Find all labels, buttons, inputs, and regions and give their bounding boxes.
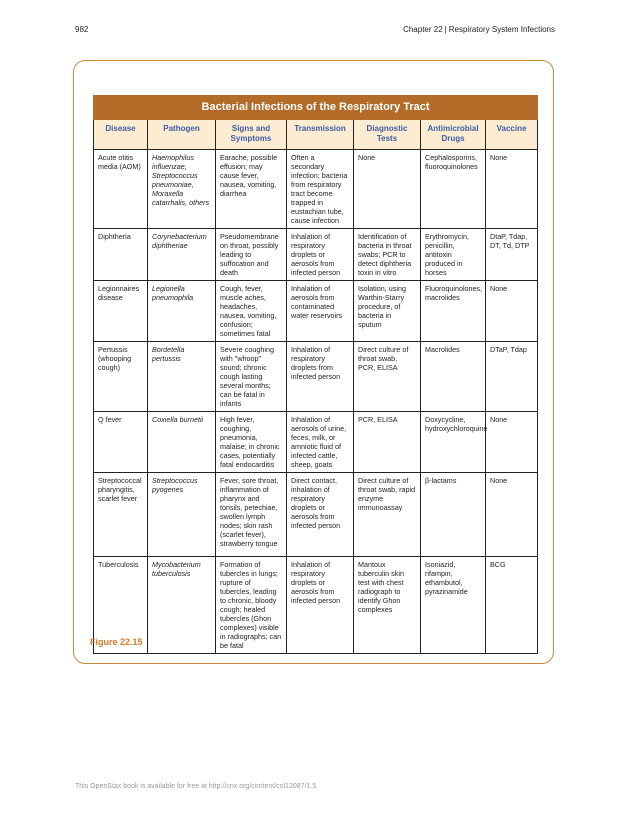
cell-tests: PCR, ELISA: [354, 412, 421, 473]
cell-pathogen: Mycobacterium tuberculosis: [148, 557, 216, 654]
cell-disease: Streptococcal pharyngitis, scarlet fever: [94, 473, 148, 557]
table-row: [94, 229, 538, 281]
cell-pathogen: Bordetella pertussis: [148, 342, 216, 412]
cell-transmission: Inhalation of respiratory droplets from infected person: [287, 342, 354, 412]
col-header-transmission: Transmission: [287, 120, 354, 150]
table-row: [94, 281, 538, 342]
col-header-vaccine: Vaccine: [486, 120, 538, 150]
cell-signs: Severe coughing with "whoop" sound; chronic cough lasting several months; can be fatal in infants: [216, 342, 287, 412]
cell-vaccine: None: [486, 473, 538, 557]
cell-tests: Identification of bacteria in throat swabs; PCR to detect diphtheria toxin in vitro: [354, 229, 421, 281]
figure-label: Figure 22.15: [90, 637, 143, 647]
table-row: [94, 150, 538, 229]
chapter-title: Respiratory System Infections: [448, 25, 555, 34]
cell-signs: Earache, possible effusion; may cause fever, nausea, vomiting, diarrhea: [216, 150, 287, 229]
cell-drugs: β-lactams: [421, 473, 486, 557]
cell-signs: Fever, sore throat, inflammation of pharynx and tonsils, petechiae, swollen lymph nodes; skin rash (scarlet fever), strawberry tongue: [216, 473, 287, 557]
cell-vaccine: DTaP, Tdap: [486, 342, 538, 412]
footer-note: This OpenStax book is available for free at http://cnx.org/content/col12087/1.5: [75, 783, 317, 790]
cell-transmission: Direct contact, inhalation of respiratory droplets or aerosols from infected person: [287, 473, 354, 557]
cell-tests: Direct culture of throat swab, rapid enzyme immunoassay: [354, 473, 421, 557]
cell-transmission: Inhalation of respiratory droplets or aerosols from infected person: [287, 557, 354, 654]
cell-tests: Isolation, using Warthin-Starry procedure, of bacteria in sputum: [354, 281, 421, 342]
cell-pathogen: Legionella pneumophila: [148, 281, 216, 342]
cell-pathogen: Haemophilus influenzae, Streptococcus pneumoniae, Moraxella catarrhalis, others: [148, 150, 216, 229]
cell-vaccine: DtaP, Tdap, DT, Td, DTP: [486, 229, 538, 281]
cell-disease: Tuberculosis: [94, 557, 148, 654]
cell-vaccine: None: [486, 281, 538, 342]
cell-tests: None: [354, 150, 421, 229]
cell-disease: Q fever: [94, 412, 148, 473]
col-header-tests: Diagnostic Tests: [354, 120, 421, 150]
cell-transmission: Often a secondary infection; bacteria from respiratory tract become trapped in eustachian tube, cause infection: [287, 150, 354, 229]
cell-signs: Formation of tubercles in lungs; rupture of tubercles, leading to chronic, bloody cough; healed tubercles (Ghon complexes) visible in radiographs; can be fatal: [216, 557, 287, 654]
col-header-signs: Signs and Symptoms: [216, 120, 287, 150]
cell-transmission: Inhalation of aerosols from contaminated water reservoirs: [287, 281, 354, 342]
table-row: [94, 342, 538, 412]
cell-pathogen: Streptococcus pyogenes: [148, 473, 216, 557]
chapter-separator: |: [444, 25, 447, 34]
cell-drugs: Macrolides: [421, 342, 486, 412]
cell-drugs: Erythromycin, penicillin, antitoxin produced in horses: [421, 229, 486, 281]
cell-vaccine: None: [486, 150, 538, 229]
cell-pathogen: Coxiella burnetii: [148, 412, 216, 473]
cell-tests: Mantoux tuberculin skin test with chest radiograph to identify Ghon complexes: [354, 557, 421, 654]
cell-signs: Cough, fever, muscle aches, headaches, nausea, vomiting, confusion; sometimes fatal: [216, 281, 287, 342]
cell-drugs: Isoniazid, rifampin, ethambutol, pyrazinamide: [421, 557, 486, 654]
table-row: [94, 412, 538, 473]
table-title: Bacterial Infections of the Respiratory Tract: [94, 96, 538, 120]
chapter-header: [403, 25, 555, 34]
table-row: [94, 557, 538, 654]
col-header-disease: Disease: [94, 120, 148, 150]
cell-drugs: Fluoroquinolones, macrolides: [421, 281, 486, 342]
cell-tests: Direct culture of throat swab, PCR, ELISA: [354, 342, 421, 412]
cell-transmission: Inhalation of respiratory droplets or aerosols from infected person: [287, 229, 354, 281]
cell-signs: High fever, coughing, pneumonia, malaise; in chronic cases, potentially fatal endocarditis: [216, 412, 287, 473]
cell-disease: Acute otitis media (AOM): [94, 150, 148, 229]
cell-signs: Pseudomembrane on throat, possibly leading to suffocation and death: [216, 229, 287, 281]
cell-vaccine: BCG: [486, 557, 538, 654]
cell-transmission: Inhalation of aerosols of urine, feces, milk, or amniotic fluid of infected cattle, sheep, goats: [287, 412, 354, 473]
cell-disease: Pertussis (whooping cough): [94, 342, 148, 412]
cell-disease: Diphtheria: [94, 229, 148, 281]
table-row: [94, 473, 538, 557]
chapter-number: Chapter 22: [403, 25, 443, 34]
cell-vaccine: None: [486, 412, 538, 473]
col-header-pathogen: Pathogen: [148, 120, 216, 150]
cell-pathogen: Corynebacterium diphtheriae: [148, 229, 216, 281]
col-header-drugs: Antimicrobial Drugs: [421, 120, 486, 150]
cell-disease: Legionnaires disease: [94, 281, 148, 342]
cell-drugs: Cephalosporins, fluoroquinolones: [421, 150, 486, 229]
cell-drugs: Doxycycline, hydroxychloroquine: [421, 412, 486, 473]
page-number: 982: [75, 25, 89, 34]
bacterial-infections-table: [93, 95, 538, 654]
